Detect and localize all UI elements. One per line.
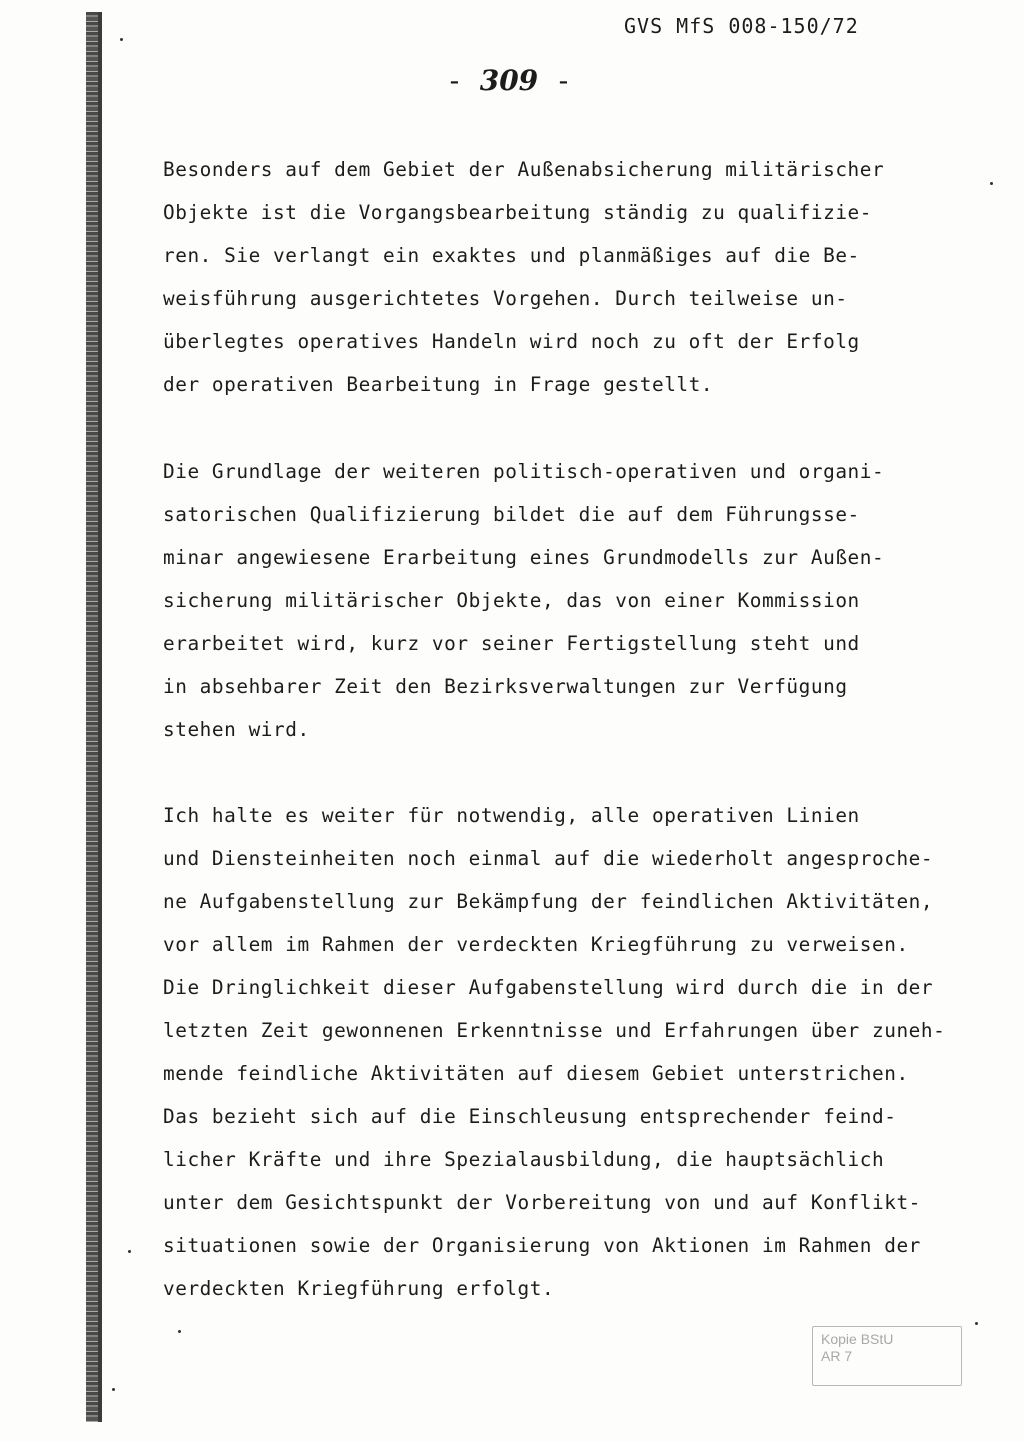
text-line: weisführung ausgerichtetes Vorgehen. Durch teilweise un- [163,287,848,310]
text-line: der operativen Bearbeitung in Frage gestellt. [163,373,714,396]
text-line: Das bezieht sich auf die Einschleusung entsprechender feind- [163,1105,897,1128]
text-line: ne Aufgabenstellung zur Bekämpfung der feindlichen Aktivitäten, [163,890,934,913]
stamp-line: Kopie BStU [821,1331,894,1347]
scan-speck [120,38,123,41]
paragraph-base-model [163,450,884,751]
text-line: letzten Zeit gewonnenen Erkenntnisse und Erfahrungen über zuneh- [163,1019,946,1042]
text-line: und Diensteinheiten noch einmal auf die wiederholt angesproche- [163,847,934,870]
text-line: unter dem Gesichtspunkt der Vorbereitung von und auf Konflikt- [163,1191,921,1214]
text-line: situationen sowie der Organisierung von Aktionen im Rahmen der [163,1234,921,1257]
text-line: Objekte ist die Vorgangsbearbeitung ständig zu qualifizie- [163,201,872,224]
scan-speck [990,182,993,185]
stamp-line: AR 7 [821,1348,853,1364]
text-line: erarbeitet wird, kurz vor seiner Fertigstellung steht und [163,632,860,655]
binding-edge [86,12,102,1422]
text-line: Ich halte es weiter für notwendig, alle operativen Linien [163,804,860,827]
paragraph-outer-security [163,148,884,406]
paragraph-hostile-activities [163,794,945,1310]
text-line: licher Kräfte und ihre Spezialausbildung, die hauptsächlich [163,1148,885,1171]
text-line: Die Grundlage der weiteren politisch-operativen und organi- [163,460,885,483]
scan-speck [112,1388,115,1391]
text-line: Die Dringlichkeit dieser Aufgabenstellung wird durch die in der [163,976,934,999]
text-line: überlegtes operatives Handeln wird noch zu oft der Erfolg [163,330,860,353]
page-number-prefix: - [446,64,480,97]
text-line: sicherung militärischer Objekte, das von einer Kommission [163,589,860,612]
text-line: Besonders auf dem Gebiet der Außenabsicherung militärischer [163,158,885,181]
page-number [446,64,572,97]
text-line: ren. Sie verlangt ein exaktes und planmäßiges auf die Be- [163,244,860,267]
page-number-value: 309 [479,64,539,97]
text-line: in absehbarer Zeit den Bezirksverwaltungen zur Verfügung [163,675,848,698]
scan-speck [975,1322,978,1325]
text-line: verdeckten Kriegführung erfolgt. [163,1277,555,1300]
text-line: vor allem im Rahmen der verdeckten Kriegführung zu verweisen. [163,933,909,956]
text-line: minar angewiesene Erarbeitung eines Grundmodells zur Außen- [163,546,885,569]
document-reference: GVS MfS 008-150/72 [624,14,859,38]
text-line: mende feindliche Aktivitäten auf diesem Gebiet unterstrichen. [163,1062,909,1085]
archive-stamp [812,1326,962,1386]
text-line: satorischen Qualifizierung bildet die auf dem Führungsse- [163,503,860,526]
page-number-suffix: - [538,64,572,97]
text-line: stehen wird. [163,718,310,741]
scan-speck [128,1250,131,1253]
scan-speck [178,1330,181,1333]
